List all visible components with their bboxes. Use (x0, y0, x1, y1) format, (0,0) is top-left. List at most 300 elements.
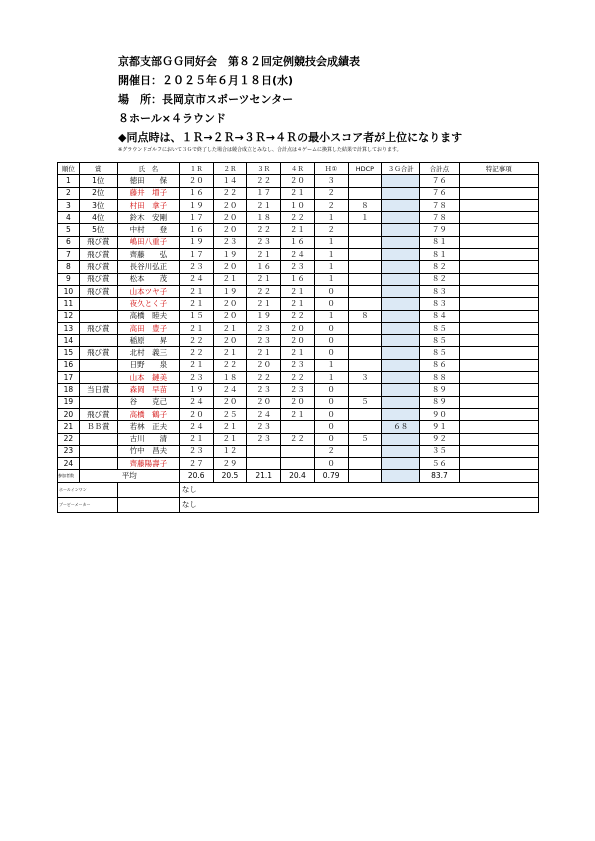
award-cell: 当日賞 (79, 384, 117, 396)
g3-cell: ６８ (382, 421, 420, 433)
hole-in-one-value: なし (179, 482, 538, 497)
rank-cell: 16 (58, 359, 80, 371)
table-row (58, 199, 539, 211)
total-cell: ８３ (420, 285, 459, 297)
award-cell: 3位 (79, 199, 117, 211)
r3-cell: ２３ (247, 384, 281, 396)
col-header: 特記事項 (459, 163, 539, 175)
total-cell: ８９ (420, 384, 459, 396)
note-cell (459, 224, 539, 236)
r1-cell: ２４ (179, 396, 213, 408)
note-cell (459, 359, 539, 371)
name-cell: 若林 正夫 (117, 421, 179, 433)
table-row (58, 310, 539, 322)
total-cell: ９０ (420, 408, 459, 420)
rank-cell: 19 (58, 396, 80, 408)
r2-cell: ２１ (213, 421, 247, 433)
table-row (58, 396, 539, 408)
total-cell: ５６ (420, 458, 459, 470)
col-header: ４Ｒ (281, 163, 315, 175)
award-cell: 飛び賞 (79, 273, 117, 285)
h1-cell: ０ (314, 396, 348, 408)
table-row (58, 408, 539, 420)
r4-cell: ２１ (281, 187, 315, 199)
total-cell: ７９ (420, 224, 459, 236)
hdcp-cell: ３ (348, 372, 382, 384)
r4-cell: １０ (281, 199, 315, 211)
r2-cell: ２０ (213, 310, 247, 322)
h1-cell: １ (314, 261, 348, 273)
hdcp-cell: ５ (348, 396, 382, 408)
g3-cell (382, 347, 420, 359)
r1-cell: ２２ (179, 347, 213, 359)
r2-cell: １９ (213, 249, 247, 261)
scoring-note: ※グラウンドゴルフにおいて３Ｇで終了した場合は競合成立とみなし、合計点は４ゲームに換算した結果で計算しております。 (118, 147, 402, 153)
r3-cell: ２２ (247, 285, 281, 297)
r3-cell: ２１ (247, 298, 281, 310)
r2-cell: １８ (213, 372, 247, 384)
r4-cell: ２２ (281, 212, 315, 224)
note-cell (459, 433, 539, 445)
col-header: 合計点 (420, 163, 459, 175)
event-format: ８ホール×４ラウンド (118, 112, 226, 125)
rank-cell: 3 (58, 199, 80, 211)
h1-cell: １ (314, 212, 348, 224)
table-row (58, 236, 539, 248)
rank-cell: 22 (58, 433, 80, 445)
award-cell: 飛び賞 (79, 285, 117, 297)
total-cell: ９２ (420, 433, 459, 445)
average-r4: 20.4 (281, 470, 315, 482)
rank-cell: 1 (58, 175, 80, 187)
r3-cell: ２０ (247, 359, 281, 371)
hdcp-cell (348, 384, 382, 396)
award-cell (79, 335, 117, 347)
name-cell: 村田 拿子 (117, 199, 179, 211)
award-cell (79, 359, 117, 371)
hdcp-cell (348, 322, 382, 334)
r4-cell: ２２ (281, 433, 315, 445)
award-cell: 4位 (79, 212, 117, 224)
note-cell (459, 285, 539, 297)
rank-cell: 5 (58, 224, 80, 236)
event-date: 開催日：２０２５年６月１８日(水) (118, 74, 294, 87)
hdcp-cell: ５ (348, 433, 382, 445)
average-total: 83.7 (420, 470, 459, 482)
r4-cell: ２０ (281, 322, 315, 334)
name-cell: 日野 泉 (117, 359, 179, 371)
hdcp-cell (348, 347, 382, 359)
table-row (58, 187, 539, 199)
total-cell: ８５ (420, 335, 459, 347)
note-cell (459, 458, 539, 470)
table-row (58, 212, 539, 224)
note-cell (459, 335, 539, 347)
name-cell: 夜久とく子 (117, 298, 179, 310)
g3-cell (382, 433, 420, 445)
rank-cell: 10 (58, 285, 80, 297)
r1-cell: ２３ (179, 445, 213, 457)
total-cell: ８６ (420, 359, 459, 371)
hdcp-cell: ８ (348, 199, 382, 211)
h1-cell: １ (314, 310, 348, 322)
g3-cell (382, 335, 420, 347)
r1-cell: １６ (179, 187, 213, 199)
hdcp-cell (348, 261, 382, 273)
col-header: HDCP (348, 163, 382, 175)
name-cell: 松本 茂 (117, 273, 179, 285)
name-cell: 中村 登 (117, 224, 179, 236)
r1-cell: １７ (179, 249, 213, 261)
h1-cell: ０ (314, 433, 348, 445)
name-cell: 齊藤陽壽子 (117, 458, 179, 470)
r3-cell: ２０ (247, 396, 281, 408)
hdcp-cell (348, 285, 382, 297)
col-header: ２Ｒ (213, 163, 247, 175)
g3-cell (382, 384, 420, 396)
note-cell (459, 310, 539, 322)
h1-cell: ０ (314, 458, 348, 470)
name-cell: 山本ツヤ子 (117, 285, 179, 297)
booby-row (58, 497, 539, 512)
r1-cell: ２０ (179, 175, 213, 187)
r4-cell: ２２ (281, 372, 315, 384)
r3-cell: ２１ (247, 347, 281, 359)
rank-cell: 4 (58, 212, 80, 224)
award-cell: 飛び賞 (79, 347, 117, 359)
r4-cell: ２０ (281, 175, 315, 187)
name-cell: 高橋 睦夫 (117, 310, 179, 322)
g3-cell (382, 396, 420, 408)
award-cell (79, 372, 117, 384)
total-cell: ８１ (420, 249, 459, 261)
note-cell (459, 236, 539, 248)
r2-cell: ２０ (213, 335, 247, 347)
r2-cell: １２ (213, 445, 247, 457)
average-r1: 20.6 (179, 470, 213, 482)
name-cell: 谷 克己 (117, 396, 179, 408)
award-cell: 飛び賞 (79, 322, 117, 334)
r2-cell: ２０ (213, 298, 247, 310)
award-cell: 飛び賞 (79, 249, 117, 261)
r4-cell: ２１ (281, 347, 315, 359)
r1-cell: １９ (179, 384, 213, 396)
r4-cell: ２１ (281, 285, 315, 297)
h1-cell: ２ (314, 187, 348, 199)
award-cell (79, 396, 117, 408)
hdcp-cell (348, 408, 382, 420)
report-title: 京都支部ＧＧ同好会 第８２回定例競技会成績表 (118, 55, 360, 68)
h1-cell: ０ (314, 335, 348, 347)
r4-cell (281, 421, 315, 433)
award-cell: 飛び賞 (79, 408, 117, 420)
note-cell (459, 322, 539, 334)
rank-cell: 14 (58, 335, 80, 347)
note-cell (459, 187, 539, 199)
average-h1: 0.79 (314, 470, 348, 482)
rank-cell: 12 (58, 310, 80, 322)
name-cell: 高橋 鶴子 (117, 408, 179, 420)
h1-cell: ０ (314, 285, 348, 297)
rank-cell: 9 (58, 273, 80, 285)
g3-cell (382, 298, 420, 310)
r1-cell: ２１ (179, 433, 213, 445)
award-cell: 5位 (79, 224, 117, 236)
average-note (459, 470, 539, 482)
h1-cell: ２ (314, 445, 348, 457)
r2-cell: ２０ (213, 396, 247, 408)
r3-cell (247, 458, 281, 470)
r2-cell: ２０ (213, 261, 247, 273)
rank-cell: 18 (58, 384, 80, 396)
r4-cell: ２３ (281, 359, 315, 371)
award-cell (79, 433, 117, 445)
h1-cell: ０ (314, 347, 348, 359)
name-cell: 嶋田八重子 (117, 236, 179, 248)
r3-cell (247, 445, 281, 457)
total-cell: ８３ (420, 298, 459, 310)
average-row (58, 470, 539, 482)
r2-cell: １９ (213, 285, 247, 297)
note-cell (459, 396, 539, 408)
r2-cell: １４ (213, 175, 247, 187)
r3-cell: １９ (247, 310, 281, 322)
r1-cell: ２１ (179, 322, 213, 334)
r3-cell: １７ (247, 187, 281, 199)
col-header: 賞 (79, 163, 117, 175)
table-row (58, 384, 539, 396)
g3-cell (382, 372, 420, 384)
r4-cell: ２２ (281, 310, 315, 322)
r1-cell: ２４ (179, 273, 213, 285)
r4-cell (281, 458, 315, 470)
total-cell: ８４ (420, 310, 459, 322)
total-cell: ８５ (420, 347, 459, 359)
name-cell: 藤井 増子 (117, 187, 179, 199)
name-cell: 北村 義三 (117, 347, 179, 359)
r2-cell: ２１ (213, 322, 247, 334)
name-cell: 山本 鏈美 (117, 372, 179, 384)
r2-cell: ２３ (213, 236, 247, 248)
note-cell (459, 249, 539, 261)
r2-cell: ２０ (213, 212, 247, 224)
r4-cell: ２３ (281, 384, 315, 396)
r3-cell: ２１ (247, 249, 281, 261)
g3-cell (382, 175, 420, 187)
total-cell: ８９ (420, 396, 459, 408)
table-row (58, 322, 539, 334)
h1-cell: ３ (314, 175, 348, 187)
total-cell: ７６ (420, 187, 459, 199)
rank-cell: 20 (58, 408, 80, 420)
h1-cell: ０ (314, 421, 348, 433)
hole-in-one-label: ホールインワン (58, 482, 118, 497)
note-cell (459, 421, 539, 433)
r4-cell: １６ (281, 236, 315, 248)
col-header: 氏 名 (117, 163, 179, 175)
note-cell (459, 261, 539, 273)
g3-cell (382, 458, 420, 470)
r3-cell: ２２ (247, 224, 281, 236)
booby-blank (117, 497, 179, 512)
hdcp-cell (348, 273, 382, 285)
table-row (58, 372, 539, 384)
g3-cell (382, 273, 420, 285)
table-row (58, 421, 539, 433)
name-cell: 齊藤 弘 (117, 249, 179, 261)
total-cell: ８５ (420, 322, 459, 334)
col-header: ３Ｇ合計 (382, 163, 420, 175)
award-cell: 飛び賞 (79, 261, 117, 273)
hdcp-cell (348, 187, 382, 199)
name-cell: 森岡 早苗 (117, 384, 179, 396)
r2-cell: ２２ (213, 359, 247, 371)
average-r3: 21.1 (247, 470, 281, 482)
r3-cell: ２３ (247, 322, 281, 334)
booby-label: ブービーメーカー (58, 497, 118, 512)
col-header: Ｈ① (314, 163, 348, 175)
r3-cell: ２１ (247, 273, 281, 285)
hdcp-cell (348, 236, 382, 248)
col-header: １Ｒ (179, 163, 213, 175)
rank-cell: 8 (58, 261, 80, 273)
total-cell: ７６ (420, 175, 459, 187)
r3-cell: ２３ (247, 433, 281, 445)
r2-cell: ２４ (213, 384, 247, 396)
r2-cell: ２２ (213, 187, 247, 199)
r3-cell: １６ (247, 261, 281, 273)
total-cell: ３５ (420, 445, 459, 457)
h1-cell: １ (314, 273, 348, 285)
r3-cell: ２２ (247, 175, 281, 187)
average-hdcp (348, 470, 382, 482)
r3-cell: ２３ (247, 421, 281, 433)
name-cell: 古川 清 (117, 433, 179, 445)
r2-cell: ２０ (213, 224, 247, 236)
h1-cell: １ (314, 372, 348, 384)
r2-cell: ２５ (213, 408, 247, 420)
name-cell: 竹中 昌夫 (117, 445, 179, 457)
event-venue: 場 所：長岡京市スポーツセンター (118, 93, 294, 106)
r1-cell: ２２ (179, 335, 213, 347)
note-cell (459, 199, 539, 211)
rank-cell: 11 (58, 298, 80, 310)
table-row (58, 224, 539, 236)
hdcp-cell (348, 458, 382, 470)
table-row (58, 273, 539, 285)
average-g3 (382, 470, 420, 482)
r1-cell: １７ (179, 212, 213, 224)
r3-cell: ２４ (247, 408, 281, 420)
total-cell: ８２ (420, 273, 459, 285)
g3-cell (382, 408, 420, 420)
hdcp-cell: ８ (348, 310, 382, 322)
hdcp-cell (348, 224, 382, 236)
award-cell (79, 310, 117, 322)
hole-in-one-blank (117, 482, 179, 497)
name-cell: 鈴木 安剛 (117, 212, 179, 224)
note-cell (459, 384, 539, 396)
hdcp-cell (348, 298, 382, 310)
rank-cell: 7 (58, 249, 80, 261)
award-cell (79, 298, 117, 310)
table-row (58, 175, 539, 187)
col-header: 順位 (58, 163, 80, 175)
award-cell: 2位 (79, 187, 117, 199)
g3-cell (382, 212, 420, 224)
h1-cell: １ (314, 236, 348, 248)
hdcp-cell (348, 175, 382, 187)
table-row (58, 261, 539, 273)
g3-cell (382, 236, 420, 248)
total-cell: ９１ (420, 421, 459, 433)
rank-cell: 13 (58, 322, 80, 334)
booby-value: なし (179, 497, 538, 512)
g3-cell (382, 322, 420, 334)
r1-cell: ２３ (179, 261, 213, 273)
r3-cell: ２１ (247, 199, 281, 211)
r1-cell: ２１ (179, 298, 213, 310)
r4-cell: ２０ (281, 396, 315, 408)
r4-cell: ２１ (281, 408, 315, 420)
g3-cell (382, 224, 420, 236)
g3-cell (382, 249, 420, 261)
g3-cell (382, 310, 420, 322)
award-cell: 飛び賞 (79, 236, 117, 248)
note-cell (459, 175, 539, 187)
total-cell: ７８ (420, 212, 459, 224)
table-row (58, 298, 539, 310)
g3-cell (382, 359, 420, 371)
r2-cell: ２１ (213, 273, 247, 285)
r1-cell: ２１ (179, 359, 213, 371)
table-row (58, 249, 539, 261)
r1-cell: １５ (179, 310, 213, 322)
r2-cell: ２９ (213, 458, 247, 470)
g3-cell (382, 285, 420, 297)
note-cell (459, 408, 539, 420)
g3-cell (382, 199, 420, 211)
report-header (118, 52, 578, 155)
h1-cell: ０ (314, 298, 348, 310)
h1-cell: ２ (314, 199, 348, 211)
r1-cell: ２７ (179, 458, 213, 470)
r1-cell: ２４ (179, 421, 213, 433)
total-cell: ８８ (420, 372, 459, 384)
hdcp-cell (348, 445, 382, 457)
g3-cell (382, 261, 420, 273)
r2-cell: ２０ (213, 199, 247, 211)
r3-cell: １８ (247, 212, 281, 224)
note-cell (459, 347, 539, 359)
rank-cell: 6 (58, 236, 80, 248)
note-cell (459, 298, 539, 310)
table-row (58, 285, 539, 297)
rank-cell: 23 (58, 445, 80, 457)
name-cell: 徳田 保 (117, 175, 179, 187)
hdcp-cell (348, 359, 382, 371)
h1-cell: ０ (314, 408, 348, 420)
rank-cell: 17 (58, 372, 80, 384)
hdcp-cell (348, 421, 382, 433)
tiebreak-rule: ◆同点時は、１Ｒ→２Ｒ→３Ｒ→４Ｒの最小スコア者が上位になります (118, 131, 463, 144)
table-row (58, 445, 539, 457)
r3-cell: ２２ (247, 372, 281, 384)
note-cell (459, 273, 539, 285)
rank-cell: 24 (58, 458, 80, 470)
table-row (58, 335, 539, 347)
table-row (58, 359, 539, 371)
